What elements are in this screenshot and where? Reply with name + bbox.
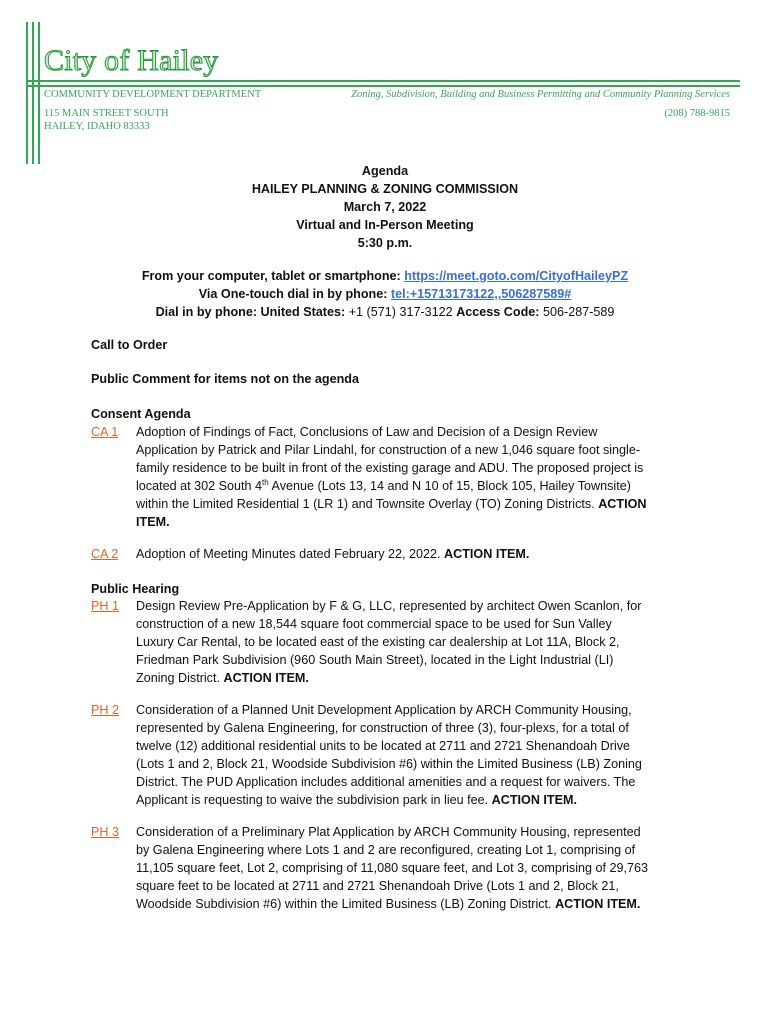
- letterhead-bar: [26, 22, 28, 164]
- action-item-label: ACTION ITEM.: [223, 671, 309, 685]
- agenda-item-text: Consideration of a Preliminary Plat Application by ARCH Community Housing, represented by Galena Engineering where Lots 1 and 2 are reconfigured, creating Lot 1, comprising of 11,105 square feet, Lot 2, comprising of 11,080 square feet, and Lot 3, comprising of 29,763 square feet to be located at 2711 and 2721 Shenandoah Drive (Lots 1 and 2, Block 21, Woodside Subdivision #6) within the Limited Business (LB) Zoning District. ACTION ITEM.: [136, 825, 649, 911]
- address-line2: HAILEY, IDAHO 83333: [44, 121, 150, 132]
- services-tagline: Zoning, Subdivision, Building and Business Permitting and Community Planning Services: [351, 89, 730, 100]
- letterhead-bar: [38, 22, 40, 164]
- letterhead-rule: [26, 85, 740, 87]
- action-item-label: ACTION ITEM.: [491, 793, 577, 807]
- agenda-item-code[interactable]: CA 1: [91, 425, 119, 439]
- onetouch-label: Via One-touch dial in by phone:: [198, 287, 391, 301]
- letterhead-bar: [32, 22, 34, 164]
- agenda-header: [0, 162, 770, 252]
- access-code-label: Access Code:: [456, 305, 543, 319]
- meeting-url-link[interactable]: https://meet.goto.com/CityofHaileyPZ: [404, 269, 629, 283]
- agenda-item-code[interactable]: CA 2: [91, 547, 119, 561]
- public-hearing-section: [91, 580, 651, 598]
- call-to-order-heading: Call to Order: [91, 338, 168, 352]
- meeting-date: March 7, 2022: [343, 200, 427, 214]
- letterhead: [0, 0, 770, 170]
- public-comment-section: [91, 370, 651, 388]
- action-item-label: ACTION ITEM.: [555, 897, 641, 911]
- computer-line: [0, 267, 770, 285]
- access-code: 506-287-589: [542, 305, 615, 319]
- public-hearing-heading: Public Hearing: [91, 582, 180, 596]
- connection-info: [0, 267, 770, 321]
- agenda-title: Agenda: [361, 164, 409, 178]
- dial-label: Dial in by phone: United States:: [155, 305, 349, 319]
- letterhead-rule: [26, 80, 740, 82]
- address-line1: 115 MAIN STREET SOUTH: [44, 108, 169, 119]
- onetouch-line: [0, 285, 770, 303]
- computer-label: From your computer, tablet or smartphone:: [141, 269, 405, 283]
- agenda-item-code[interactable]: PH 2: [91, 703, 119, 717]
- consent-agenda-heading: Consent Agenda: [91, 407, 191, 421]
- public-comment-heading: Public Comment for items not on the agenda: [91, 372, 359, 386]
- phone-number: (208) 788-9815: [664, 108, 730, 119]
- agenda-item-text: Adoption of Findings of Fact, Conclusions of Law and Decision of a Design Review Application by Patrick and Pilar Lindahl, for construction of a new 1,046 square foot single-family residence to be built in front of the existing garage and ADU. The proposed project is located at 302 South 4th Avenue (Lots 13, 14 and N 10 of 15, Block 105, Hailey Townsite) within the Limited Residential 1 (LR 1) and Townsite Overlay (TO) Zoning Districts. ACTION ITEM.: [136, 425, 647, 529]
- agenda-item-text: Design Review Pre-Application by F & G, LLC, represented by architect Owen Scanlon, for construction of a new 18,544 square foot commercial space to be used for Sun Valley Luxury Car Rental, to be located east of the existing car dealership at Lot 11A, Block 2, Friedman Park Subdivision (960 South Main Street), located in the Light Industrial (LI) Zoning District. ACTION ITEM.: [136, 599, 642, 685]
- agenda-item-text: Adoption of Meeting Minutes dated February 22, 2022. ACTION ITEM.: [136, 547, 530, 561]
- agenda-item-text: Consideration of a Planned Unit Development Application by ARCH Community Housing, represented by Galena Engineering, for construction of three (3), four-plexs, for a total of twelve (12) additional residential units to be located at 2711 and 2721 Shenandoah Drive (Lots 1 and 2, Block 21, Woodside Subdivision #6) within the Limited Business (LB) Zoning District. The PUD Application includes additional amenities and a request for waivers. The Applicant is requesting to waive the subdivision park in lieu fee. ACTION ITEM.: [136, 703, 642, 807]
- department-name: COMMUNITY DEVELOPMENT DEPARTMENT: [44, 89, 262, 100]
- dial-line: [0, 303, 770, 321]
- commission-name: HAILEY PLANNING & ZONING COMMISSION: [251, 182, 519, 196]
- consent-agenda-section: [91, 405, 651, 423]
- meeting-time: 5:30 p.m.: [357, 236, 413, 250]
- dial-number: +1 (571) 317-3122: [348, 305, 457, 319]
- onetouch-dial-link[interactable]: tel:+15713173122,,506287589#: [390, 287, 572, 301]
- action-item-label: ACTION ITEM.: [444, 547, 530, 561]
- agenda-item-code[interactable]: PH 1: [91, 599, 119, 613]
- call-to-order-section: [91, 336, 651, 354]
- city-title: City of Hailey: [44, 44, 219, 77]
- agenda-item-code[interactable]: PH 3: [91, 825, 119, 839]
- action-item-label: ACTION ITEM.: [136, 497, 647, 529]
- meeting-type: Virtual and In-Person Meeting: [296, 218, 474, 232]
